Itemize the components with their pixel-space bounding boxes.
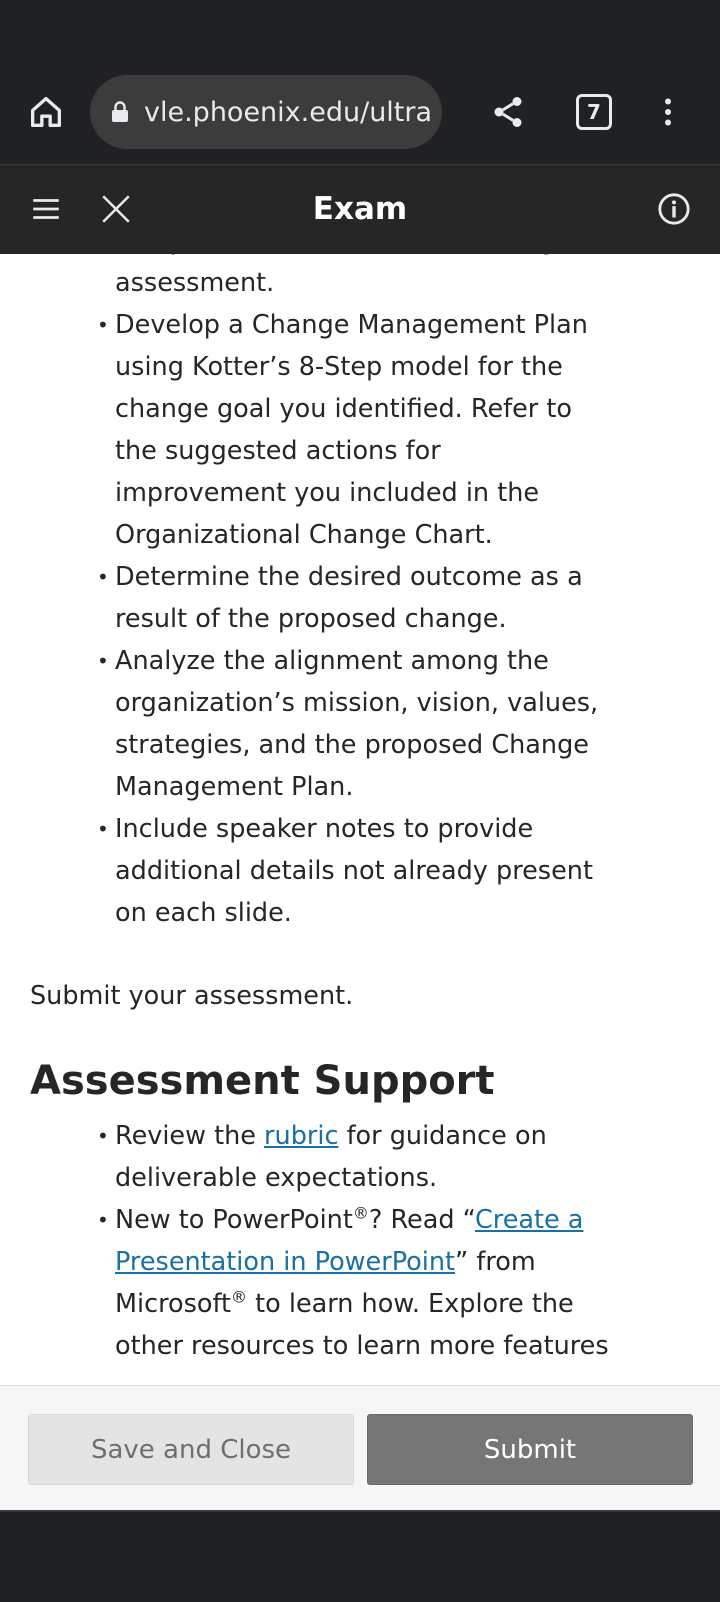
list-item: completed in Week 1 to describe your assessment.: [115, 226, 600, 298]
submit-button[interactable]: Submit: [367, 1414, 693, 1485]
system-navigation-bar: [0, 1510, 720, 1602]
browser-toolbar: [0, 66, 720, 165]
list-item: • Develop a Change Management Plan using Kotter’s 8-Step model for the change goal you identified. Refer to the suggested actions for improvement you included in the Organizational Change Chart.: [115, 304, 615, 556]
status-bar: [0, 0, 720, 66]
list-item: • Review the rubric for guidance on deliverable expectations.: [115, 1115, 615, 1199]
list-item: • Analyze the alignment among the organization’s mission, vision, values, strategies, and the proposed Change Management Plan.: [115, 640, 615, 808]
rubric-link[interactable]: rubric: [264, 1121, 339, 1151]
address-bar[interactable]: [90, 75, 442, 149]
tab-switcher-button[interactable]: [570, 88, 618, 136]
lock-icon: [108, 100, 132, 124]
tab-count: 7: [576, 94, 612, 130]
home-icon[interactable]: [22, 88, 70, 136]
support-list: [0, 1115, 615, 1367]
section-heading: Assessment Support: [30, 1058, 495, 1104]
page-title: Exam: [312, 191, 408, 227]
list-item: • Include speaker notes to provide additional details not already present on each slide.: [115, 808, 615, 934]
list-item: • Determine the desired outcome as a result of the proposed change.: [115, 556, 615, 640]
url-text: vle.phoenix.edu/ultra: [144, 96, 433, 128]
more-options-icon[interactable]: [644, 88, 692, 136]
footer-actions: [0, 1385, 720, 1511]
share-icon[interactable]: [484, 88, 532, 136]
submit-instruction: Submit your assessment.: [30, 981, 354, 1011]
create-presentation-link[interactable]: Create a Presentation in PowerPoint: [115, 1205, 584, 1277]
instruction-list: [0, 220, 615, 934]
list-item: • New to PowerPoint®? Read “Create a Presentation in PowerPoint” from Microsoft® to learn how. Explore the other resources to learn more features: [115, 1199, 615, 1367]
save-and-close-button[interactable]: Save and Close: [28, 1414, 354, 1485]
exam-content[interactable]: [0, 226, 720, 1385]
